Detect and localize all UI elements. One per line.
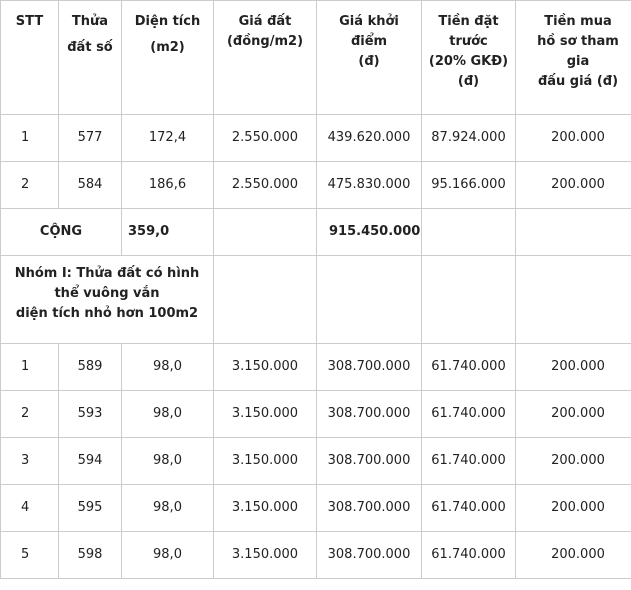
- cell-dien-tich: 98,0: [122, 344, 214, 391]
- table-row: [1, 391, 631, 438]
- total-label: CỘNG: [1, 209, 122, 256]
- cell-tien-dat-truoc: 87.924.000: [422, 115, 516, 162]
- cell-gia-khoi-diem: 475.830.000: [317, 162, 422, 209]
- cell-gia-dat: 3.150.000: [214, 532, 317, 579]
- cell-empty: [317, 256, 422, 344]
- header-dien-tich: Diện tích (m2): [122, 1, 214, 115]
- cell-tien-dat-truoc: 61.740.000: [422, 391, 516, 438]
- cell-thua: 589: [59, 344, 122, 391]
- cell-gia-khoi-diem: 439.620.000: [317, 115, 422, 162]
- cell-thua: 584: [59, 162, 122, 209]
- cell-gia-dat: 2.550.000: [214, 162, 317, 209]
- header-gia-khoi-diem: Giá khởi điểm (đ): [317, 1, 422, 115]
- cell-thua: 577: [59, 115, 122, 162]
- cell-dien-tich: 98,0: [122, 391, 214, 438]
- cell-empty: [516, 209, 631, 256]
- cell-stt: 4: [1, 485, 59, 532]
- cell-stt: 1: [1, 115, 59, 162]
- cell-tien-dat-truoc: 95.166.000: [422, 162, 516, 209]
- cell-gia-dat: 2.550.000: [214, 115, 317, 162]
- total-row: [1, 209, 631, 256]
- cell-tien-dat-truoc: 61.740.000: [422, 485, 516, 532]
- cell-thua: 595: [59, 485, 122, 532]
- table-row: [1, 162, 631, 209]
- cell-stt: 2: [1, 162, 59, 209]
- table-row: [1, 532, 631, 579]
- header-gia-dat: Giá đất (đồng/m2): [214, 1, 317, 115]
- cell-empty: [422, 209, 516, 256]
- cell-tien-ho-so: 200.000: [516, 391, 631, 438]
- cell-tien-dat-truoc: 61.740.000: [422, 344, 516, 391]
- cell-empty: [516, 256, 631, 344]
- cell-gia-khoi-diem: 308.700.000: [317, 438, 422, 485]
- cell-stt: 3: [1, 438, 59, 485]
- cell-dien-tich: 98,0: [122, 438, 214, 485]
- cell-gia-dat: 3.150.000: [214, 344, 317, 391]
- header-thua-dat: Thửa đất số: [59, 1, 122, 115]
- cell-tien-dat-truoc: 61.740.000: [422, 438, 516, 485]
- cell-tien-ho-so: 200.000: [516, 485, 631, 532]
- cell-thua: 593: [59, 391, 122, 438]
- cell-dien-tich: 98,0: [122, 532, 214, 579]
- cell-gia-dat: 3.150.000: [214, 391, 317, 438]
- cell-gia-khoi-diem: 308.700.000: [317, 391, 422, 438]
- group-title-row: [1, 256, 631, 344]
- cell-gia-khoi-diem: 308.700.000: [317, 532, 422, 579]
- total-gia-khoi-diem: 915.450.000: [317, 209, 422, 256]
- cell-thua: 598: [59, 532, 122, 579]
- table-row: [1, 115, 631, 162]
- cell-dien-tich: 186,6: [122, 162, 214, 209]
- cell-stt: 2: [1, 391, 59, 438]
- cell-gia-khoi-diem: 308.700.000: [317, 344, 422, 391]
- header-tien-ho-so: Tiền mua hồ sơ tham gia đấu giá (đ): [516, 1, 631, 115]
- table-row: [1, 485, 631, 532]
- table-header-row: [1, 1, 631, 115]
- cell-tien-dat-truoc: 61.740.000: [422, 532, 516, 579]
- table-row: [1, 438, 631, 485]
- cell-tien-ho-so: 200.000: [516, 162, 631, 209]
- cell-empty: [422, 256, 516, 344]
- cell-thua: 594: [59, 438, 122, 485]
- cell-tien-ho-so: 200.000: [516, 344, 631, 391]
- cell-tien-ho-so: 200.000: [516, 115, 631, 162]
- total-dien-tich: 359,0: [122, 209, 214, 256]
- cell-empty: [214, 256, 317, 344]
- cell-dien-tich: 98,0: [122, 485, 214, 532]
- cell-stt: 1: [1, 344, 59, 391]
- cell-tien-ho-so: 200.000: [516, 532, 631, 579]
- cell-empty: [214, 209, 317, 256]
- cell-gia-dat: 3.150.000: [214, 485, 317, 532]
- header-stt: STT: [1, 1, 59, 115]
- group-title: Nhóm I: Thửa đất có hình thể vuông vắn diện tích nhỏ hơn 100m2: [1, 256, 214, 344]
- header-tien-dat-truoc: Tiền đặt trước (20% GKĐ) (đ): [422, 1, 516, 115]
- cell-tien-ho-so: 200.000: [516, 438, 631, 485]
- cell-gia-khoi-diem: 308.700.000: [317, 485, 422, 532]
- cell-dien-tich: 172,4: [122, 115, 214, 162]
- cell-gia-dat: 3.150.000: [214, 438, 317, 485]
- cell-stt: 5: [1, 532, 59, 579]
- table-row: [1, 344, 631, 391]
